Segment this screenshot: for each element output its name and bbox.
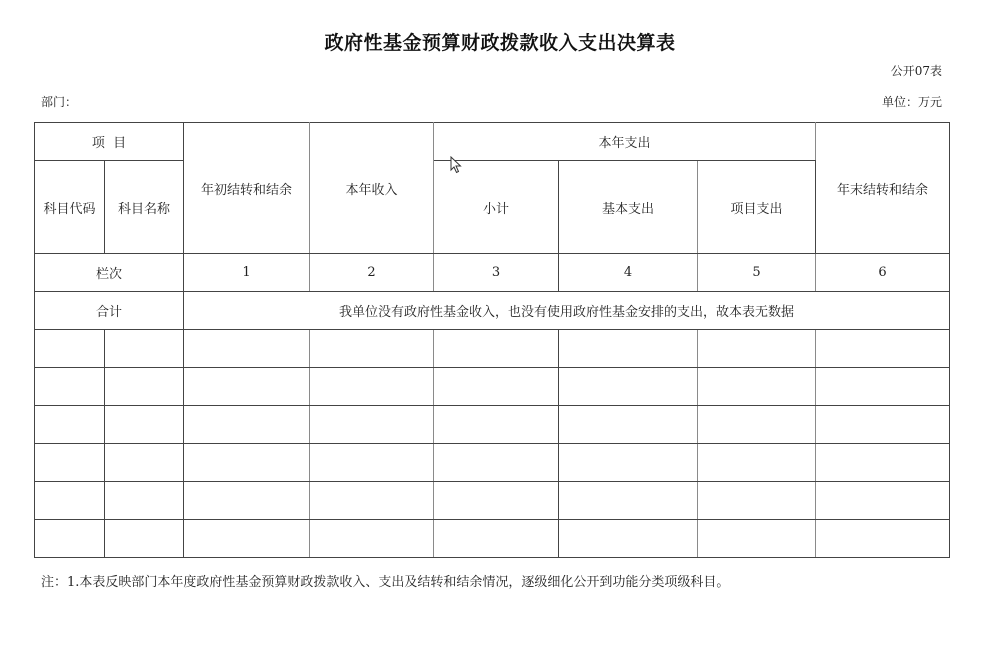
table-cell bbox=[816, 330, 950, 368]
table-cell bbox=[698, 520, 816, 558]
header-row-1 bbox=[35, 123, 950, 161]
table-cell bbox=[310, 520, 434, 558]
table-cell bbox=[559, 368, 698, 406]
footnote: 注：1.本表反映部门本年度政府性基金预算财政拨款收入、支出及结转和结余情况，逐级细化公开到功能分类项级科目。 bbox=[41, 575, 730, 590]
table-cell bbox=[184, 406, 310, 444]
table-cell bbox=[35, 482, 105, 520]
table-cell bbox=[310, 368, 434, 406]
column-index-2: 2 bbox=[310, 254, 434, 292]
table-cell bbox=[434, 368, 559, 406]
table-cell bbox=[184, 330, 310, 368]
table-row bbox=[35, 330, 950, 368]
table-cell bbox=[184, 482, 310, 520]
table-cell bbox=[816, 368, 950, 406]
table-cell bbox=[434, 482, 559, 520]
table-cell bbox=[310, 482, 434, 520]
table-row bbox=[35, 406, 950, 444]
table-cell bbox=[184, 444, 310, 482]
table-cell bbox=[184, 368, 310, 406]
table-row bbox=[35, 444, 950, 482]
table-cell bbox=[310, 330, 434, 368]
header-project-expenditure: 项目支出 bbox=[698, 161, 816, 254]
table-cell bbox=[184, 520, 310, 558]
table-cell bbox=[35, 368, 105, 406]
budget-table bbox=[34, 122, 950, 558]
no-data-message: 我单位没有政府性基金收入，也没有使用政府性基金安排的支出，故本表无数据 bbox=[184, 292, 950, 330]
table-cell bbox=[434, 444, 559, 482]
table-cell bbox=[105, 368, 184, 406]
header-subject-code: 科目代码 bbox=[35, 161, 105, 254]
header-item: 项 目 bbox=[35, 123, 184, 161]
table-row bbox=[35, 482, 950, 520]
table-cell bbox=[816, 520, 950, 558]
header-current-expenditure: 本年支出 bbox=[434, 123, 816, 161]
table-cell bbox=[698, 444, 816, 482]
form-number: 公开07表 bbox=[890, 64, 942, 78]
column-index-label: 栏次 bbox=[35, 254, 184, 292]
column-index-6: 6 bbox=[816, 254, 950, 292]
table-cell bbox=[559, 520, 698, 558]
table-cell bbox=[816, 406, 950, 444]
table-cell bbox=[105, 444, 184, 482]
total-label: 合计 bbox=[35, 292, 184, 330]
header-current-income: 本年收入 bbox=[310, 123, 434, 254]
table-cell bbox=[698, 330, 816, 368]
table-cell bbox=[559, 444, 698, 482]
header-subject-name: 科目名称 bbox=[105, 161, 184, 254]
header-subtotal: 小计 bbox=[434, 161, 559, 254]
table-cell bbox=[105, 482, 184, 520]
table-cell bbox=[105, 520, 184, 558]
table-row bbox=[35, 368, 950, 406]
table-cell bbox=[698, 406, 816, 444]
table-cell bbox=[434, 520, 559, 558]
table-cell bbox=[559, 330, 698, 368]
header-row-2 bbox=[35, 161, 950, 254]
document-title: 政府性基金预算财政拨款收入支出决算表 bbox=[324, 32, 676, 54]
table-cell bbox=[105, 330, 184, 368]
table-row bbox=[35, 520, 950, 558]
header-closing-balance: 年末结转和结余 bbox=[816, 123, 950, 254]
table-cell bbox=[105, 406, 184, 444]
column-index-5: 5 bbox=[698, 254, 816, 292]
column-index-4: 4 bbox=[559, 254, 698, 292]
table-cell bbox=[698, 368, 816, 406]
table-cell bbox=[434, 406, 559, 444]
department-label: 部门： bbox=[41, 95, 78, 109]
table-cell bbox=[559, 482, 698, 520]
table-cell bbox=[35, 444, 105, 482]
unit-label: 单位：万元 bbox=[881, 95, 942, 109]
column-index-1: 1 bbox=[184, 254, 310, 292]
column-index-row bbox=[35, 254, 950, 292]
table-cell bbox=[434, 330, 559, 368]
table-cell bbox=[35, 406, 105, 444]
table-cell bbox=[816, 482, 950, 520]
column-index-3: 3 bbox=[434, 254, 559, 292]
table-cell bbox=[310, 406, 434, 444]
total-row bbox=[35, 292, 950, 330]
table-cell bbox=[816, 444, 950, 482]
table-cell bbox=[559, 406, 698, 444]
table-cell bbox=[35, 330, 105, 368]
header-basic-expenditure: 基本支出 bbox=[559, 161, 698, 254]
table-cell bbox=[310, 444, 434, 482]
table-cell bbox=[698, 482, 816, 520]
header-opening-balance: 年初结转和结余 bbox=[184, 123, 310, 254]
table-cell bbox=[35, 520, 105, 558]
